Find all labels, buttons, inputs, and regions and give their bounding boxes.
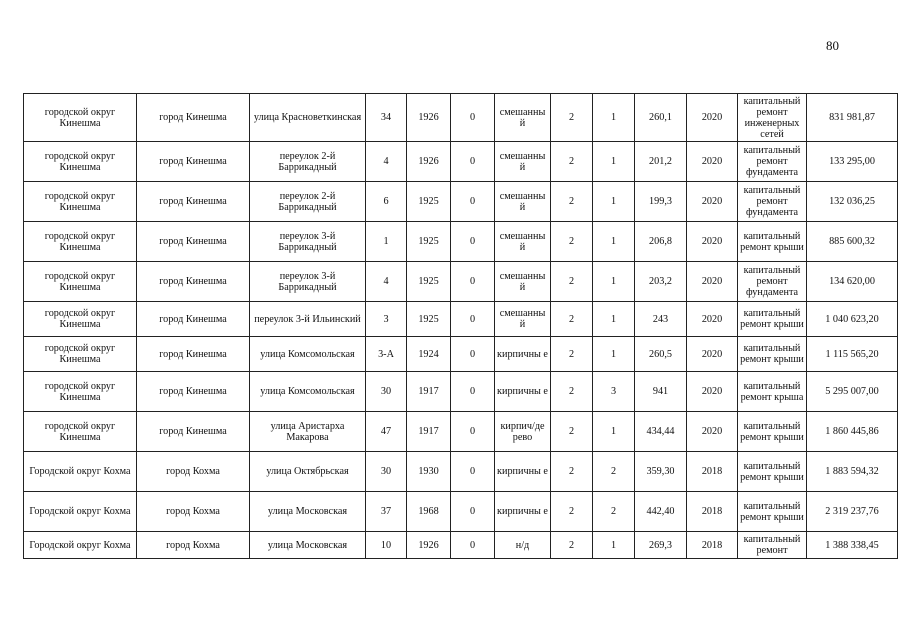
work-type-cell: капитальный ремонт крыши — [738, 452, 807, 492]
cost-cell: 1 388 338,45 — [807, 532, 898, 559]
cost-cell: 831 981,87 — [807, 94, 898, 142]
wall-material-cell: смешанны й — [495, 142, 551, 182]
area-cell: 434,44 — [635, 412, 687, 452]
zero-cell: 0 — [451, 222, 495, 262]
table-row — [24, 492, 898, 532]
work-type-cell: капитальный ремонт фундамента — [738, 262, 807, 302]
settlement-cell: город Кинешма — [137, 142, 250, 182]
floors-cell: 1 — [593, 532, 635, 559]
settlement-cell: город Кинешма — [137, 337, 250, 372]
work-type-cell: капитальный ремонт — [738, 532, 807, 559]
settlement-cell: город Кохма — [137, 492, 250, 532]
zero-cell: 0 — [451, 372, 495, 412]
settlement-cell: город Кинешма — [137, 302, 250, 337]
work-type-cell: капитальный ремонт крыша — [738, 372, 807, 412]
wall-material-cell: смешанны й — [495, 222, 551, 262]
municipality-cell: Городской округ Кохма — [24, 452, 137, 492]
municipality-cell: городской округ Кинешма — [24, 372, 137, 412]
street-cell: переулок 3-й Баррикадный — [250, 262, 366, 302]
wall-material-cell: кирпичны е — [495, 337, 551, 372]
house-number-cell: 47 — [366, 412, 407, 452]
page-number: 80 — [826, 38, 839, 53]
zero-cell: 0 — [451, 492, 495, 532]
house-number-cell: 3-А — [366, 337, 407, 372]
table-row — [24, 94, 898, 142]
house-number-cell: 10 — [366, 532, 407, 559]
settlement-cell: город Кинешма — [137, 372, 250, 412]
municipality-cell: Городской округ Кохма — [24, 532, 137, 559]
wall-material-cell: смешанны й — [495, 94, 551, 142]
year-cell: 2020 — [687, 182, 738, 222]
municipality-cell: городской округ Кинешма — [24, 222, 137, 262]
floors-cell: 1 — [593, 142, 635, 182]
zero-cell: 0 — [451, 532, 495, 559]
wall-material-cell: кирпичны е — [495, 372, 551, 412]
year-cell: 2020 — [687, 412, 738, 452]
work-type-cell: капитальный ремонт крыши — [738, 337, 807, 372]
house-number-cell: 37 — [366, 492, 407, 532]
year-cell: 2020 — [687, 222, 738, 262]
municipality-cell: городской округ Кинешма — [24, 182, 137, 222]
cost-cell: 134 620,00 — [807, 262, 898, 302]
street-cell: улица Красноветкинская — [250, 94, 366, 142]
area-cell: 260,1 — [635, 94, 687, 142]
wall-material-cell: смешанны й — [495, 182, 551, 222]
street-cell: улица Комсомольская — [250, 337, 366, 372]
year-built-cell: 1925 — [407, 262, 451, 302]
floors-cell: 1 — [593, 262, 635, 302]
cost-cell: 2 319 237,76 — [807, 492, 898, 532]
cost-cell: 1 860 445,86 — [807, 412, 898, 452]
work-type-cell: капитальный ремонт фундамента — [738, 142, 807, 182]
settlement-cell: город Кинешма — [137, 182, 250, 222]
street-cell: переулок 2-й Баррикадный — [250, 182, 366, 222]
year-built-cell: 1926 — [407, 142, 451, 182]
year-cell: 2020 — [687, 94, 738, 142]
table-row — [24, 452, 898, 492]
year-cell: 2020 — [687, 337, 738, 372]
cost-cell: 1 040 623,20 — [807, 302, 898, 337]
year-cell: 2020 — [687, 302, 738, 337]
wall-material-cell: смешанны й — [495, 262, 551, 302]
work-type-cell: капитальный ремонт крыши — [738, 492, 807, 532]
year-cell: 2020 — [687, 142, 738, 182]
area-cell: 941 — [635, 372, 687, 412]
house-number-cell: 3 — [366, 302, 407, 337]
floors-cell: 1 — [593, 182, 635, 222]
work-type-cell: капитальный ремонт инженерных сетей — [738, 94, 807, 142]
col8-cell: 2 — [551, 532, 593, 559]
wall-material-cell: кирпичны е — [495, 492, 551, 532]
year-cell: 2018 — [687, 532, 738, 559]
street-cell: переулок 2-й Баррикадный — [250, 142, 366, 182]
floors-cell: 2 — [593, 452, 635, 492]
zero-cell: 0 — [451, 302, 495, 337]
table-row — [24, 372, 898, 412]
house-number-cell: 30 — [366, 452, 407, 492]
house-number-cell: 6 — [366, 182, 407, 222]
floors-cell: 1 — [593, 412, 635, 452]
area-cell: 269,3 — [635, 532, 687, 559]
floors-cell: 2 — [593, 492, 635, 532]
table-row — [24, 337, 898, 372]
year-built-cell: 1926 — [407, 532, 451, 559]
street-cell: улица Комсомольская — [250, 372, 366, 412]
area-cell: 203,2 — [635, 262, 687, 302]
table-body — [24, 94, 898, 559]
table-row — [24, 302, 898, 337]
settlement-cell: город Кинешма — [137, 262, 250, 302]
settlement-cell: город Кинешма — [137, 94, 250, 142]
wall-material-cell: кирпичны е — [495, 452, 551, 492]
year-cell: 2018 — [687, 452, 738, 492]
buildings-table — [23, 93, 898, 559]
municipality-cell: городской округ Кинешма — [24, 412, 137, 452]
zero-cell: 0 — [451, 452, 495, 492]
zero-cell: 0 — [451, 412, 495, 452]
municipality-cell: городской округ Кинешма — [24, 142, 137, 182]
floors-cell: 3 — [593, 372, 635, 412]
cost-cell: 1 883 594,32 — [807, 452, 898, 492]
street-cell: переулок 3-й Баррикадный — [250, 222, 366, 262]
col8-cell: 2 — [551, 452, 593, 492]
wall-material-cell: н/д — [495, 532, 551, 559]
municipality-cell: городской округ Кинешма — [24, 262, 137, 302]
year-cell: 2020 — [687, 262, 738, 302]
area-cell: 243 — [635, 302, 687, 337]
year-built-cell: 1924 — [407, 337, 451, 372]
col8-cell: 2 — [551, 222, 593, 262]
street-cell: переулок 3-й Ильинский — [250, 302, 366, 337]
zero-cell: 0 — [451, 337, 495, 372]
work-type-cell: капитальный ремонт фундамента — [738, 182, 807, 222]
floors-cell: 1 — [593, 222, 635, 262]
work-type-cell: капитальный ремонт крыши — [738, 302, 807, 337]
year-built-cell: 1925 — [407, 302, 451, 337]
year-built-cell: 1926 — [407, 94, 451, 142]
year-built-cell: 1917 — [407, 372, 451, 412]
floors-cell: 1 — [593, 302, 635, 337]
street-cell: улица Октябрьская — [250, 452, 366, 492]
wall-material-cell: кирпич/де рево — [495, 412, 551, 452]
year-built-cell: 1925 — [407, 182, 451, 222]
area-cell: 260,5 — [635, 337, 687, 372]
cost-cell: 132 036,25 — [807, 182, 898, 222]
area-cell: 442,40 — [635, 492, 687, 532]
municipality-cell: Городской округ Кохма — [24, 492, 137, 532]
col8-cell: 2 — [551, 492, 593, 532]
zero-cell: 0 — [451, 262, 495, 302]
municipality-cell: городской округ Кинешма — [24, 337, 137, 372]
municipality-cell: городской округ Кинешма — [24, 94, 137, 142]
work-type-cell: капитальный ремонт крыши — [738, 412, 807, 452]
house-number-cell: 34 — [366, 94, 407, 142]
area-cell: 201,2 — [635, 142, 687, 182]
wall-material-cell: смешанны й — [495, 302, 551, 337]
year-built-cell: 1917 — [407, 412, 451, 452]
year-built-cell: 1930 — [407, 452, 451, 492]
street-cell: улица Московская — [250, 532, 366, 559]
settlement-cell: город Кохма — [137, 452, 250, 492]
settlement-cell: город Кохма — [137, 532, 250, 559]
zero-cell: 0 — [451, 182, 495, 222]
table-row — [24, 412, 898, 452]
zero-cell: 0 — [451, 142, 495, 182]
col8-cell: 2 — [551, 94, 593, 142]
area-cell: 199,3 — [635, 182, 687, 222]
table-row — [24, 182, 898, 222]
street-cell: улица Аристарха Макарова — [250, 412, 366, 452]
area-cell: 359,30 — [635, 452, 687, 492]
year-built-cell: 1968 — [407, 492, 451, 532]
house-number-cell: 4 — [366, 142, 407, 182]
col8-cell: 2 — [551, 302, 593, 337]
cost-cell: 885 600,32 — [807, 222, 898, 262]
house-number-cell: 4 — [366, 262, 407, 302]
settlement-cell: город Кинешма — [137, 222, 250, 262]
col8-cell: 2 — [551, 182, 593, 222]
floors-cell: 1 — [593, 94, 635, 142]
floors-cell: 1 — [593, 337, 635, 372]
table-row — [24, 532, 898, 559]
work-type-cell: капитальный ремонт крыши — [738, 222, 807, 262]
col8-cell: 2 — [551, 262, 593, 302]
year-built-cell: 1925 — [407, 222, 451, 262]
street-cell: улица Московская — [250, 492, 366, 532]
municipality-cell: городской округ Кинешма — [24, 302, 137, 337]
house-number-cell: 30 — [366, 372, 407, 412]
area-cell: 206,8 — [635, 222, 687, 262]
settlement-cell: город Кинешма — [137, 412, 250, 452]
cost-cell: 1 115 565,20 — [807, 337, 898, 372]
house-number-cell: 1 — [366, 222, 407, 262]
col8-cell: 2 — [551, 142, 593, 182]
year-cell: 2020 — [687, 372, 738, 412]
col8-cell: 2 — [551, 372, 593, 412]
year-cell: 2018 — [687, 492, 738, 532]
cost-cell: 133 295,00 — [807, 142, 898, 182]
col8-cell: 2 — [551, 337, 593, 372]
col8-cell: 2 — [551, 412, 593, 452]
table-row — [24, 142, 898, 182]
table-row — [24, 222, 898, 262]
table-row — [24, 262, 898, 302]
cost-cell: 5 295 007,00 — [807, 372, 898, 412]
zero-cell: 0 — [451, 94, 495, 142]
